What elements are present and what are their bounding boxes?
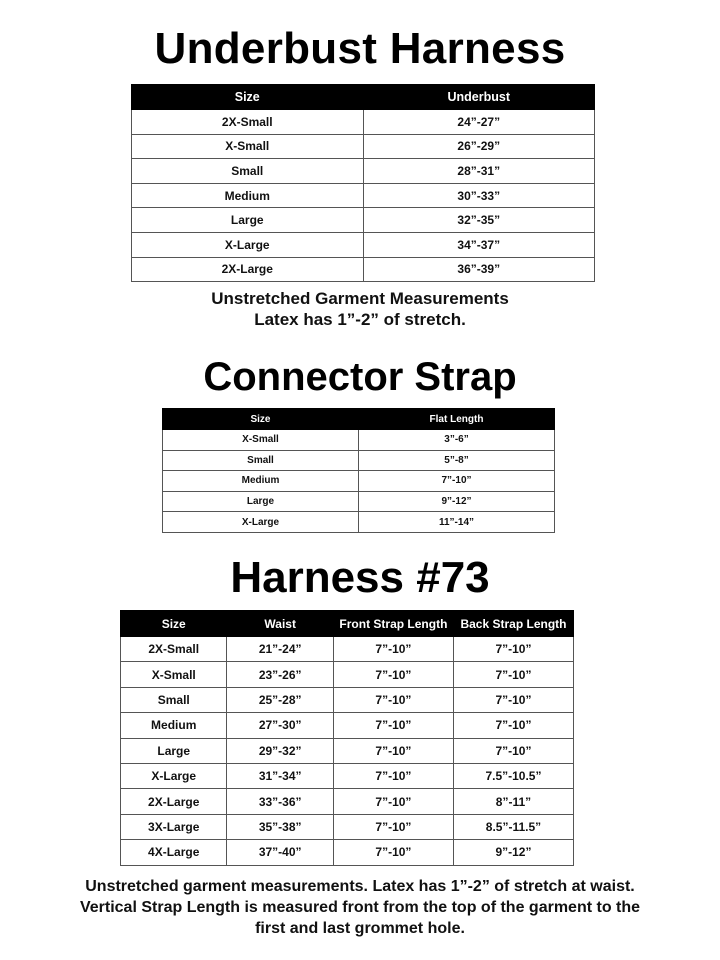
table-cell: 11”-14” [359, 512, 555, 533]
table-row [121, 713, 574, 738]
table-cell: 7”-10” [333, 738, 453, 763]
table-row [121, 637, 574, 662]
table-cell: X-Large [132, 232, 364, 257]
table-cell: Small [121, 687, 227, 712]
column-header: Underbust [363, 85, 595, 110]
column-header: Size [132, 85, 364, 110]
column-header: Waist [227, 611, 333, 637]
table-cell: 23”-26” [227, 662, 333, 687]
table-cell: 7”-10” [453, 738, 573, 763]
table-cell: Small [163, 450, 359, 471]
table-cell: 2X-Large [121, 789, 227, 814]
table-cell: 26”-29” [363, 134, 595, 159]
table-cell: 24”-27” [363, 110, 595, 135]
table-cell: 5”-8” [359, 450, 555, 471]
table-cell: 8.5”-11.5” [453, 814, 573, 839]
table-cell: 35”-38” [227, 814, 333, 839]
table-cell: Large [132, 208, 364, 233]
table-row [121, 840, 574, 865]
table-cell: 9”-12” [359, 491, 555, 512]
table-row [121, 789, 574, 814]
table-cell: 28”-31” [363, 159, 595, 184]
table-cell: 27”-30” [227, 713, 333, 738]
table-cell: Small [132, 159, 364, 184]
table-cell: 3”-6” [359, 430, 555, 451]
table-cell: 3X-Large [121, 814, 227, 839]
table-row [121, 763, 574, 788]
underbust-note [0, 288, 720, 331]
table-cell: 2X-Small [132, 110, 364, 135]
table-cell: 9”-12” [453, 840, 573, 865]
underbust-size-table [131, 84, 595, 282]
note-line: Latex has 1”-2” of stretch. [254, 310, 466, 330]
harness-73-size-table [120, 610, 574, 866]
connector-strap-size-table [162, 408, 555, 533]
table-cell: 21”-24” [227, 637, 333, 662]
table-row [163, 450, 555, 471]
table-row [132, 183, 595, 208]
table-cell: Large [121, 738, 227, 763]
column-header: Front Strap Length [333, 611, 453, 637]
table-header-row [163, 409, 555, 430]
table-cell: 30”-33” [363, 183, 595, 208]
table-row [121, 814, 574, 839]
table-row [132, 110, 595, 135]
table-row [121, 687, 574, 712]
table-cell: X-Large [121, 763, 227, 788]
table-row [163, 430, 555, 451]
table-row [132, 208, 595, 233]
column-header: Flat Length [359, 409, 555, 430]
connector-strap-title: Connector Strap [203, 355, 517, 399]
table-cell: Medium [163, 471, 359, 492]
table-row [132, 159, 595, 184]
table-row [132, 257, 595, 282]
table-cell: 33”-36” [227, 789, 333, 814]
table-cell: 7”-10” [333, 763, 453, 788]
table-row [121, 662, 574, 687]
table-cell: 7”-10” [333, 637, 453, 662]
table-cell: 32”-35” [363, 208, 595, 233]
table-cell: 34”-37” [363, 232, 595, 257]
table-cell: 7”-10” [359, 471, 555, 492]
table-cell: 7”-10” [333, 713, 453, 738]
table-row [132, 232, 595, 257]
note-line: Unstretched garment measurements. Latex has 1”-2” of stretch at waist. [85, 878, 635, 895]
table-cell: 2X-Small [121, 637, 227, 662]
table-cell: 7”-10” [333, 687, 453, 712]
table-cell: X-Small [121, 662, 227, 687]
note-line: Vertical Strap Length is measured front from the top of the garment to the [79, 898, 641, 916]
table-cell: 7.5”-10.5” [453, 763, 573, 788]
table-cell: 4X-Large [121, 840, 227, 865]
table-cell: 29”-32” [227, 738, 333, 763]
table-row [132, 134, 595, 159]
table-cell: 7”-10” [333, 840, 453, 865]
table-cell: 7”-10” [453, 662, 573, 687]
table-cell: 37”-40” [227, 840, 333, 865]
table-cell: 7”-10” [453, 637, 573, 662]
table-header-row [121, 611, 574, 637]
table-row [121, 738, 574, 763]
table-cell: 7”-10” [333, 789, 453, 814]
harness-73-note [0, 877, 720, 939]
column-header: Size [163, 409, 359, 430]
table-cell: 8”-11” [453, 789, 573, 814]
table-cell: Large [163, 491, 359, 512]
table-row [163, 471, 555, 492]
table-cell: 7”-10” [333, 662, 453, 687]
note-line: Unstretched Garment Measurements [211, 289, 509, 308]
table-cell: 2X-Large [132, 257, 364, 282]
table-cell: Medium [121, 713, 227, 738]
harness-73-title: Harness #73 [230, 553, 490, 602]
note-line: first and last grommet hole. [255, 919, 465, 937]
column-header: Back Strap Length [453, 611, 573, 637]
table-cell: 31”-34” [227, 763, 333, 788]
table-cell: X-Large [163, 512, 359, 533]
table-cell: X-Small [163, 430, 359, 451]
table-row [163, 491, 555, 512]
table-cell: 7”-10” [333, 814, 453, 839]
table-row [163, 512, 555, 533]
column-header: Size [121, 611, 227, 637]
table-cell: 25”-28” [227, 687, 333, 712]
table-cell: X-Small [132, 134, 364, 159]
table-cell: 36”-39” [363, 257, 595, 282]
table-cell: 7”-10” [453, 713, 573, 738]
underbust-harness-title: Underbust Harness [154, 24, 566, 73]
table-cell: 7”-10” [453, 687, 573, 712]
table-header-row [132, 85, 595, 110]
table-cell: Medium [132, 183, 364, 208]
